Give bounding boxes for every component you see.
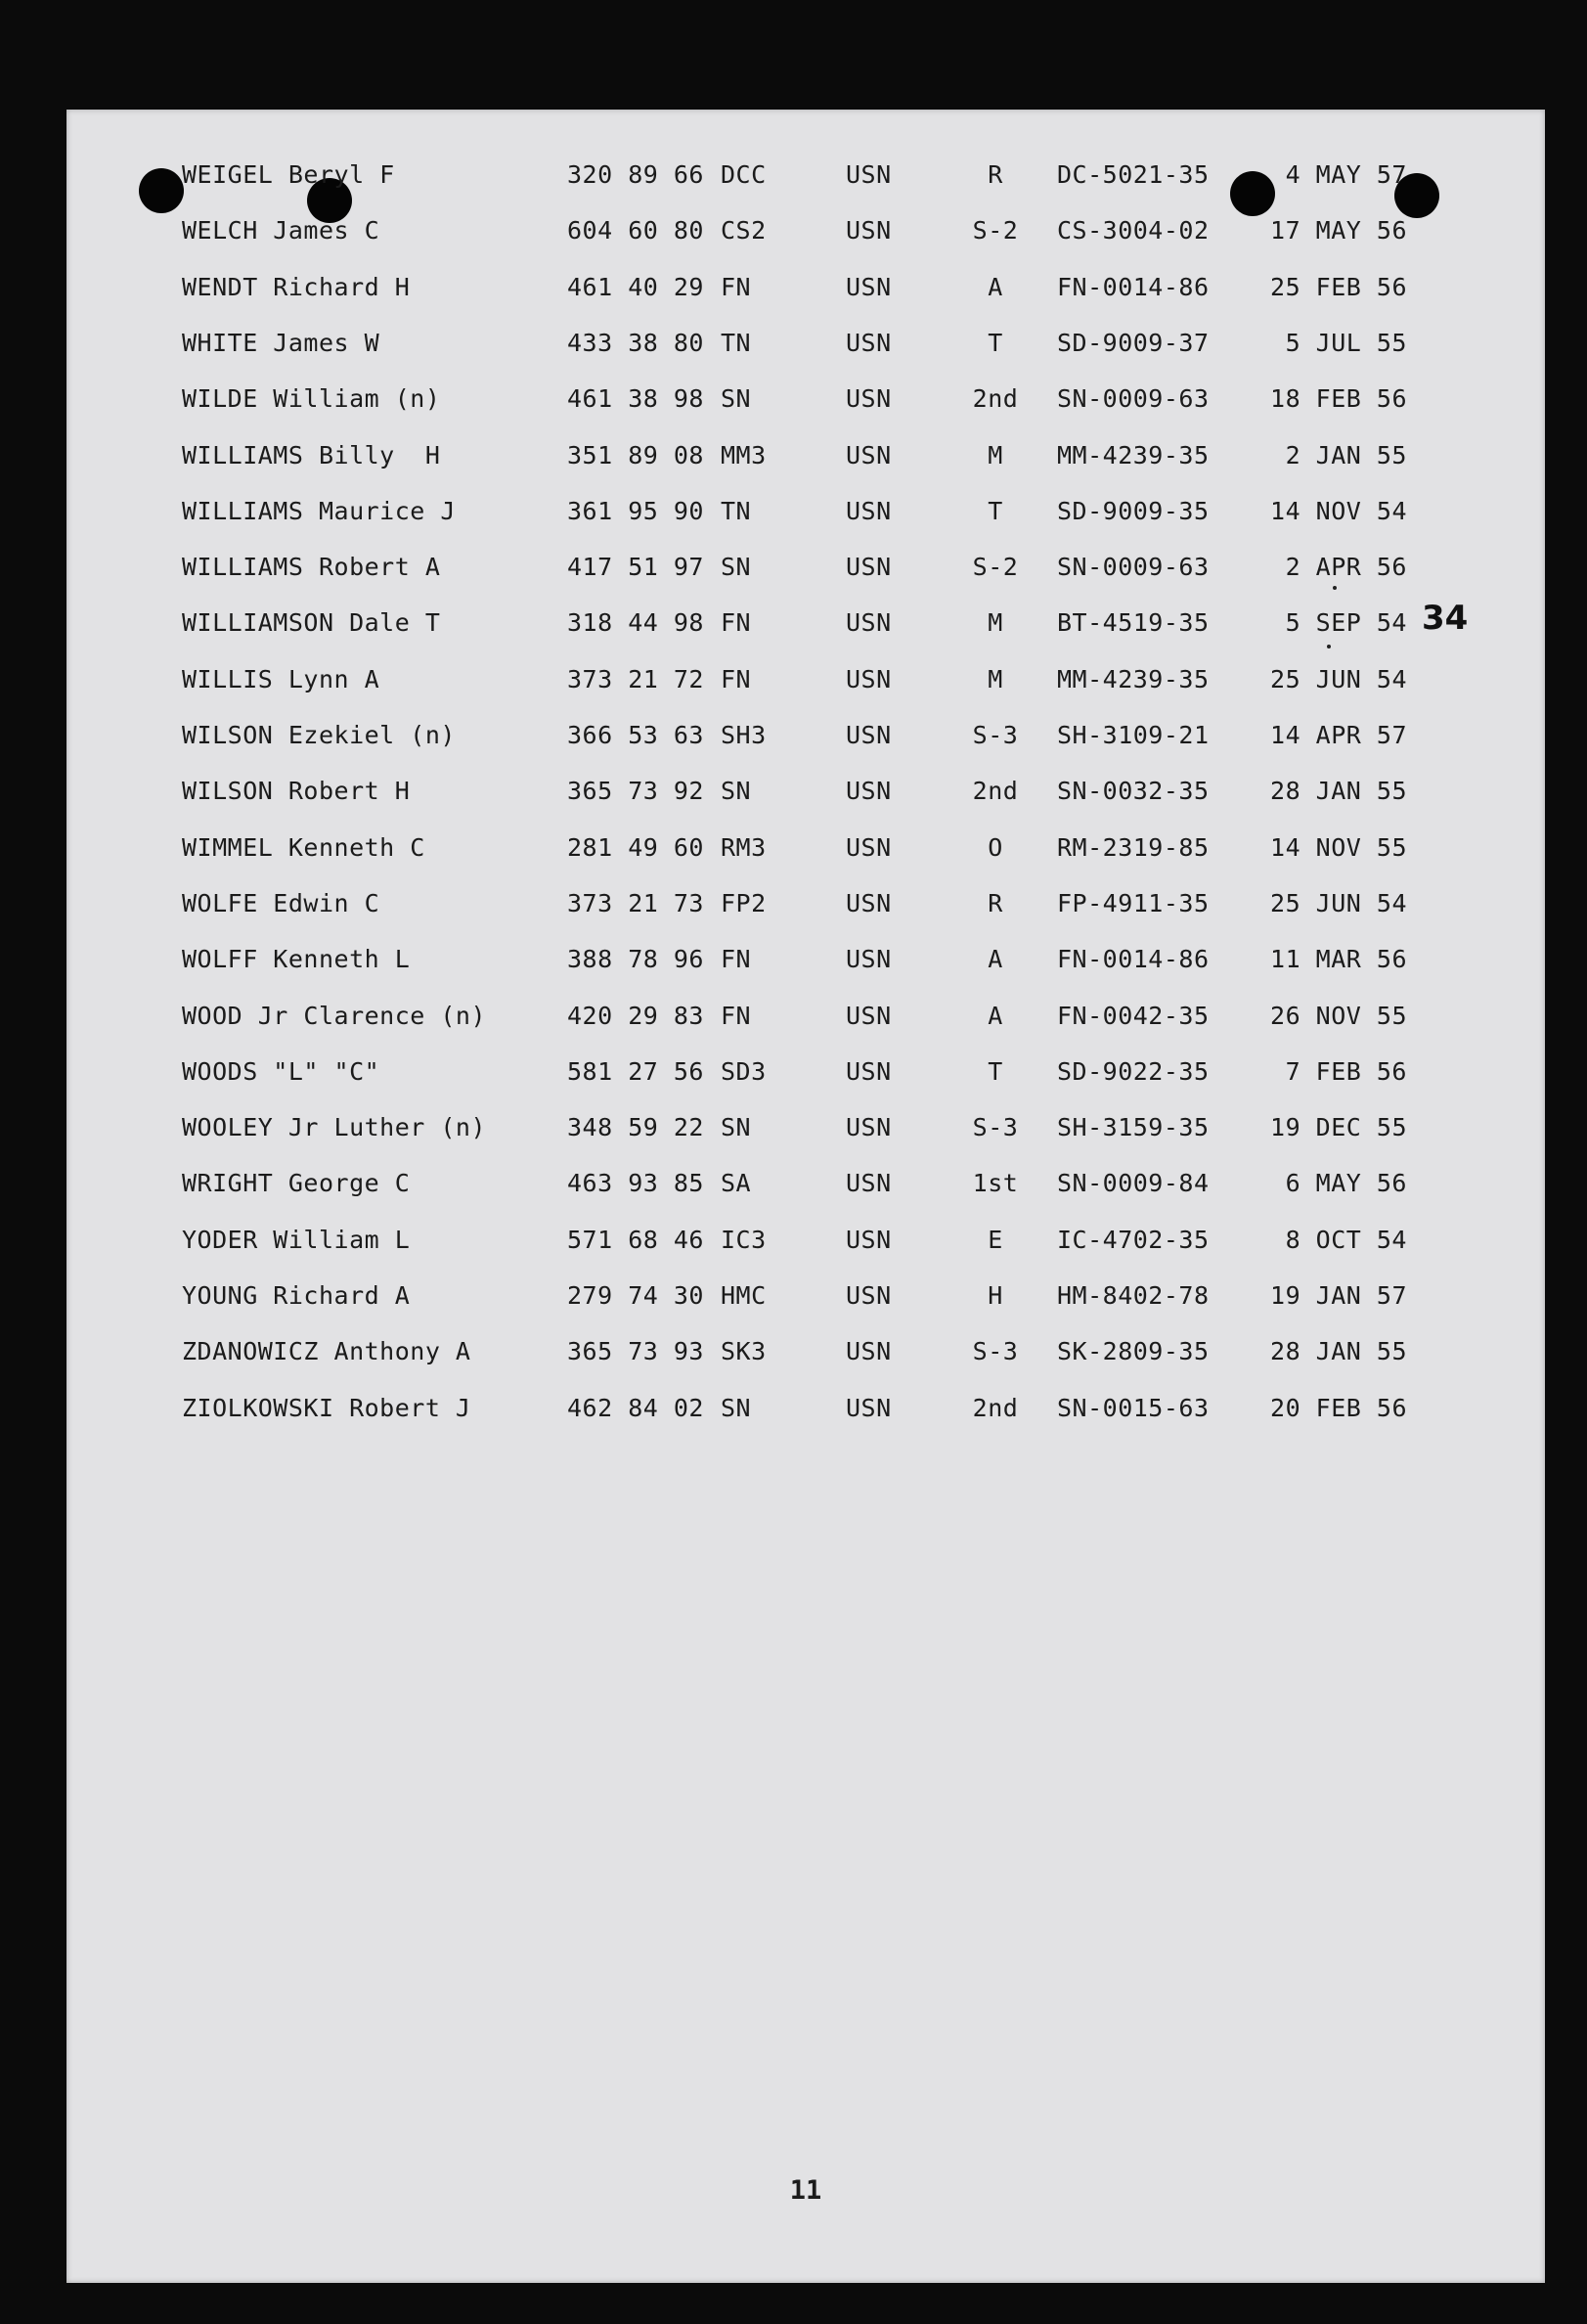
table-row <box>66 1002 1545 1041</box>
service-number: 281 49 60 <box>567 833 704 862</box>
rate: SN <box>721 553 752 581</box>
table-row <box>66 216 1545 255</box>
person-name: WENDT Richard H <box>182 273 411 301</box>
service-number: 461 40 29 <box>567 273 704 301</box>
table-row <box>66 665 1545 704</box>
service-number: 279 74 30 <box>567 1281 704 1310</box>
nec-code: BT-4519-35 <box>1057 608 1210 637</box>
document-page <box>66 110 1545 2283</box>
table-row <box>66 833 1545 872</box>
date: 28 JAN 55 <box>1270 1337 1407 1365</box>
date: 7 FEB 56 <box>1285 1057 1407 1086</box>
page-number: 11 <box>789 2175 822 2206</box>
rate: FN <box>721 608 752 637</box>
table-row <box>66 497 1545 536</box>
nec-code: SN-0015-63 <box>1057 1394 1210 1422</box>
rate: RM3 <box>721 833 767 862</box>
branch: USN <box>846 384 892 413</box>
rate: MM3 <box>721 441 767 469</box>
service-number: 581 27 56 <box>567 1057 704 1086</box>
person-name: WILLIAMS Robert A <box>182 553 441 581</box>
rate: TN <box>721 497 752 525</box>
school-class: M <box>988 441 1003 469</box>
school-class: A <box>988 945 1003 973</box>
service-number: 373 21 72 <box>567 665 704 693</box>
branch: USN <box>846 1226 892 1254</box>
branch: USN <box>846 1002 892 1030</box>
nec-code: CS-3004-02 <box>1057 216 1210 245</box>
person-name: WILLIAMSON Dale T <box>182 608 441 637</box>
table-row <box>66 329 1545 368</box>
school-class: 2nd <box>972 777 1019 805</box>
school-class: 1st <box>972 1169 1019 1197</box>
date: 25 JUN 54 <box>1270 889 1407 917</box>
service-number: 365 73 93 <box>567 1337 704 1365</box>
school-class: S-3 <box>972 1337 1019 1365</box>
date: 5 JUL 55 <box>1285 329 1407 357</box>
person-name: WELCH James C <box>182 216 380 245</box>
branch: USN <box>846 777 892 805</box>
school-class: A <box>988 273 1003 301</box>
service-number: 388 78 96 <box>567 945 704 973</box>
table-row <box>66 384 1545 424</box>
date: 2 APR 56 <box>1285 553 1407 581</box>
school-class: A <box>988 1002 1003 1030</box>
rate: SN <box>721 777 752 805</box>
rate: SH3 <box>721 721 767 749</box>
rate: SN <box>721 384 752 413</box>
rate: FN <box>721 1002 752 1030</box>
table-row <box>66 945 1545 984</box>
person-name: WEIGEL Beryl F <box>182 160 395 189</box>
service-number: 361 95 90 <box>567 497 704 525</box>
school-class: S-2 <box>972 553 1019 581</box>
date: 19 JAN 57 <box>1270 1281 1407 1310</box>
branch: USN <box>846 1113 892 1141</box>
rate: FN <box>721 945 752 973</box>
date: 14 NOV 54 <box>1270 497 1407 525</box>
date: 2 JAN 55 <box>1285 441 1407 469</box>
school-class: T <box>988 1057 1003 1086</box>
nec-code: SH-3159-35 <box>1057 1113 1210 1141</box>
branch: USN <box>846 1394 892 1422</box>
rate: CS2 <box>721 216 767 245</box>
person-name: ZIOLKOWSKI Robert J <box>182 1394 471 1422</box>
service-number: 373 21 73 <box>567 889 704 917</box>
service-number: 417 51 97 <box>567 553 704 581</box>
service-number: 318 44 98 <box>567 608 704 637</box>
table-row <box>66 553 1545 592</box>
rate: SA <box>721 1169 752 1197</box>
nec-code: FN-0042-35 <box>1057 1002 1210 1030</box>
service-number: 571 68 46 <box>567 1226 704 1254</box>
person-name: WILSON Robert H <box>182 777 411 805</box>
nec-code: DC-5021-35 <box>1057 160 1210 189</box>
service-number: 420 29 83 <box>567 1002 704 1030</box>
school-class: O <box>988 833 1003 862</box>
nec-code: FN-0014-86 <box>1057 273 1210 301</box>
nec-code: FP-4911-35 <box>1057 889 1210 917</box>
person-name: WILDE William (n) <box>182 384 441 413</box>
branch: USN <box>846 497 892 525</box>
person-name: WOLFE Edwin C <box>182 889 380 917</box>
table-row <box>66 1226 1545 1265</box>
table-row <box>66 1337 1545 1376</box>
handwritten-margin-note: 34 <box>1422 599 1469 638</box>
branch: USN <box>846 160 892 189</box>
service-number: 433 38 80 <box>567 329 704 357</box>
branch: USN <box>846 833 892 862</box>
school-class: M <box>988 665 1003 693</box>
date: 18 FEB 56 <box>1270 384 1407 413</box>
table-row <box>66 777 1545 816</box>
school-class: T <box>988 329 1003 357</box>
person-name: YODER William L <box>182 1226 411 1254</box>
date: 20 FEB 56 <box>1270 1394 1407 1422</box>
school-class: S-2 <box>972 216 1019 245</box>
date: 28 JAN 55 <box>1270 777 1407 805</box>
person-name: WOOLEY Jr Luther (n) <box>182 1113 487 1141</box>
school-class: S-3 <box>972 721 1019 749</box>
person-name: WRIGHT George C <box>182 1169 411 1197</box>
branch: USN <box>846 889 892 917</box>
service-number: 365 73 92 <box>567 777 704 805</box>
table-row <box>66 889 1545 928</box>
date: 4 MAY 57 <box>1285 160 1407 189</box>
school-class: S-3 <box>972 1113 1019 1141</box>
date: 25 JUN 54 <box>1270 665 1407 693</box>
nec-code: SD-9009-35 <box>1057 497 1210 525</box>
school-class: M <box>988 608 1003 637</box>
nec-code: SN-0009-63 <box>1057 553 1210 581</box>
nec-code: SN-0009-84 <box>1057 1169 1210 1197</box>
branch: USN <box>846 216 892 245</box>
nec-code: SD-9009-37 <box>1057 329 1210 357</box>
service-number: 462 84 02 <box>567 1394 704 1422</box>
person-name: WHITE James W <box>182 329 380 357</box>
date: 17 MAY 56 <box>1270 216 1407 245</box>
branch: USN <box>846 1281 892 1310</box>
rate: FP2 <box>721 889 767 917</box>
school-class: T <box>988 497 1003 525</box>
service-number: 320 89 66 <box>567 160 704 189</box>
nec-code: HM-8402-78 <box>1057 1281 1210 1310</box>
branch: USN <box>846 1337 892 1365</box>
person-name: WILLIAMS Maurice J <box>182 497 456 525</box>
branch: USN <box>846 721 892 749</box>
table-row <box>66 1169 1545 1208</box>
branch: USN <box>846 553 892 581</box>
service-number: 348 59 22 <box>567 1113 704 1141</box>
person-name: WOLFF Kenneth L <box>182 945 411 973</box>
person-name: WIMMEL Kenneth C <box>182 833 425 862</box>
nec-code: IC-4702-35 <box>1057 1226 1210 1254</box>
rate: TN <box>721 329 752 357</box>
school-class: 2nd <box>972 1394 1019 1422</box>
service-number: 463 93 85 <box>567 1169 704 1197</box>
school-class: 2nd <box>972 384 1019 413</box>
rate: IC3 <box>721 1226 767 1254</box>
school-class: E <box>988 1226 1003 1254</box>
nec-code: MM-4239-35 <box>1057 441 1210 469</box>
service-number: 351 89 08 <box>567 441 704 469</box>
date: 11 MAR 56 <box>1270 945 1407 973</box>
scan-speck <box>1327 645 1331 648</box>
nec-code: SK-2809-35 <box>1057 1337 1210 1365</box>
branch: USN <box>846 329 892 357</box>
date: 25 FEB 56 <box>1270 273 1407 301</box>
table-row <box>66 1281 1545 1320</box>
school-class: H <box>988 1281 1003 1310</box>
date: 14 NOV 55 <box>1270 833 1407 862</box>
table-row <box>66 1057 1545 1096</box>
rate: HMC <box>721 1281 767 1310</box>
table-row <box>66 1394 1545 1433</box>
table-row <box>66 160 1545 200</box>
date: 26 NOV 55 <box>1270 1002 1407 1030</box>
service-number: 604 60 80 <box>567 216 704 245</box>
date: 19 DEC 55 <box>1270 1113 1407 1141</box>
rate: SN <box>721 1394 752 1422</box>
date: 8 OCT 54 <box>1285 1226 1407 1254</box>
branch: USN <box>846 273 892 301</box>
rate: SK3 <box>721 1337 767 1365</box>
person-name: WILLIAMS Billy H <box>182 441 441 469</box>
nec-code: SN-0032-35 <box>1057 777 1210 805</box>
nec-code: MM-4239-35 <box>1057 665 1210 693</box>
branch: USN <box>846 665 892 693</box>
rate: SN <box>721 1113 752 1141</box>
rate: SD3 <box>721 1057 767 1086</box>
nec-code: RM-2319-85 <box>1057 833 1210 862</box>
school-class: R <box>988 160 1003 189</box>
nec-code: FN-0014-86 <box>1057 945 1210 973</box>
scan-speck <box>1333 586 1337 590</box>
service-number: 461 38 98 <box>567 384 704 413</box>
nec-code: SD-9022-35 <box>1057 1057 1210 1086</box>
date: 14 APR 57 <box>1270 721 1407 749</box>
school-class: R <box>988 889 1003 917</box>
nec-code: SH-3109-21 <box>1057 721 1210 749</box>
service-number: 366 53 63 <box>567 721 704 749</box>
table-row <box>66 1113 1545 1152</box>
person-name: YOUNG Richard A <box>182 1281 411 1310</box>
person-name: WILSON Ezekiel (n) <box>182 721 456 749</box>
table-row <box>66 441 1545 480</box>
branch: USN <box>846 1169 892 1197</box>
date: 6 MAY 56 <box>1285 1169 1407 1197</box>
table-row <box>66 273 1545 312</box>
rate: FN <box>721 665 752 693</box>
person-name: WILLIS Lynn A <box>182 665 380 693</box>
branch: USN <box>846 1057 892 1086</box>
date: 5 SEP 54 <box>1285 608 1407 637</box>
branch: USN <box>846 608 892 637</box>
person-name: WOOD Jr Clarence (n) <box>182 1002 487 1030</box>
person-name: WOODS "L" "C" <box>182 1057 380 1086</box>
person-name: ZDANOWICZ Anthony A <box>182 1337 471 1365</box>
rate: FN <box>721 273 752 301</box>
branch: USN <box>846 441 892 469</box>
rate: DCC <box>721 160 767 189</box>
table-row <box>66 608 1545 648</box>
branch: USN <box>846 945 892 973</box>
table-row <box>66 721 1545 760</box>
nec-code: SN-0009-63 <box>1057 384 1210 413</box>
